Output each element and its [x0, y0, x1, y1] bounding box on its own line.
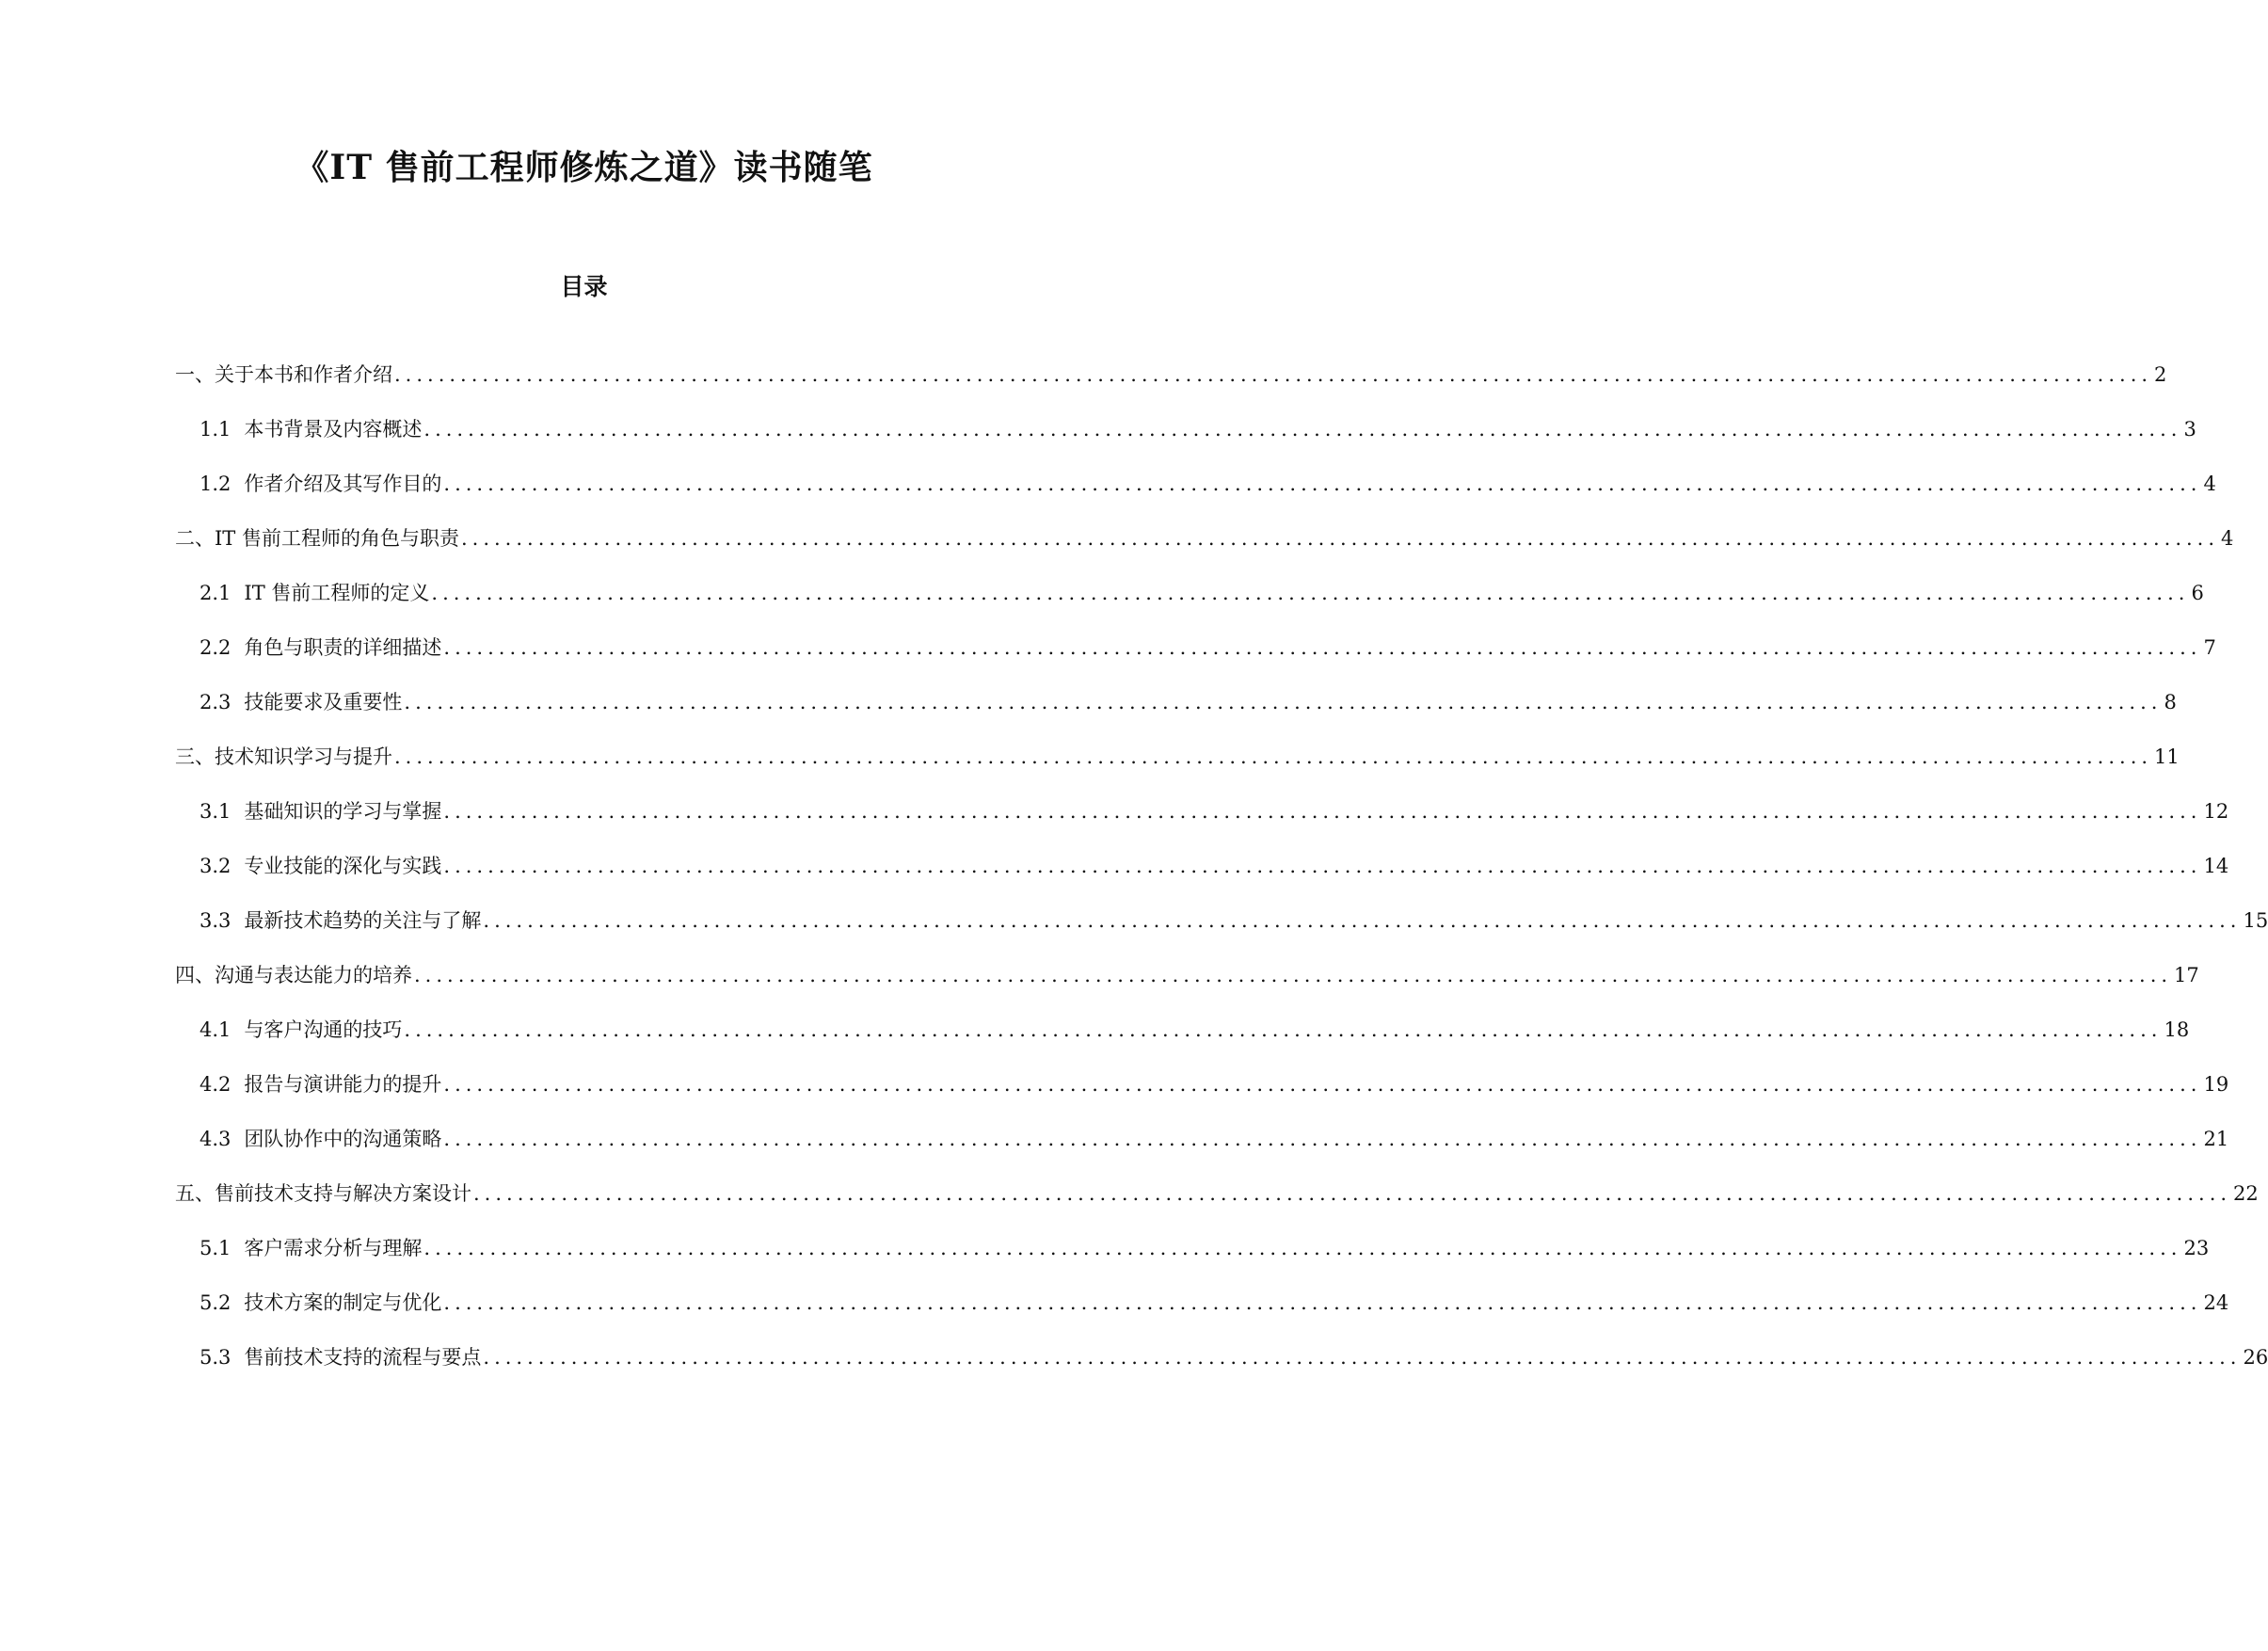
toc-dot-leader: ................................................................................................................................................................ [443, 1128, 2202, 1150]
toc-entry-title: 与客户沟通的技巧 [244, 1018, 403, 1041]
toc-page-number: 26 [2243, 1346, 2268, 1369]
toc-dot-leader: ................................................................................................................................................................ [443, 636, 2202, 659]
toc-entry-title: 一、关于本书和作者介绍 [175, 363, 392, 386]
toc-entry-number: 4.1 [200, 1018, 232, 1041]
toc-section-entry[interactable] [200, 687, 2177, 715]
document-title: 《IT 售前工程师修炼之道》读书随笔 [295, 148, 873, 187]
toc-section-entry[interactable] [200, 906, 2268, 934]
toc-entry-number: 2.1 [200, 582, 232, 604]
toc-entry-number: 1.1 [200, 418, 232, 441]
toc-entry-title: 五、售前技术支持与解决方案设计 [175, 1182, 471, 1205]
toc-chapter-entry[interactable] [175, 360, 2167, 388]
toc-page-number: 7 [2203, 636, 2216, 659]
toc-page-number: 18 [2164, 1018, 2190, 1041]
toc-dot-leader: ................................................................................................................................................................ [483, 909, 2242, 932]
toc-entry-title: 技能要求及重要性 [244, 691, 403, 713]
toc-page-number: 3 [2183, 418, 2196, 441]
toc-page-number: 23 [2183, 1237, 2210, 1259]
toc-entry-number: 5.3 [200, 1346, 232, 1369]
toc-section-entry[interactable] [200, 796, 2229, 825]
toc-section-entry[interactable] [200, 1015, 2190, 1043]
toc-entry-title: 团队协作中的沟通策略 [244, 1128, 442, 1150]
toc-entry-title: 报告与演讲能力的提升 [244, 1073, 442, 1096]
toc-heading: 目录 [560, 273, 608, 300]
toc-page-number: 11 [2154, 745, 2180, 768]
toc-dot-leader: ................................................................................................................................................................ [443, 1291, 2202, 1314]
toc-section-entry[interactable] [200, 1233, 2210, 1261]
toc-dot-leader: ................................................................................................................................................................ [404, 691, 2163, 713]
toc-section-entry[interactable] [200, 851, 2229, 879]
toc-entry-title: 技术方案的制定与优化 [244, 1291, 442, 1314]
toc-dot-leader: ................................................................................................................................................................ [443, 1073, 2202, 1096]
toc-entry-number: 2.3 [200, 691, 232, 713]
toc-section-entry[interactable] [200, 1124, 2229, 1152]
toc-dot-leader: ................................................................................................................................................................ [404, 1018, 2163, 1041]
toc-dot-leader: ................................................................................................................................................................ [431, 582, 2190, 604]
toc-section-entry[interactable] [200, 633, 2216, 661]
toc-dot-leader: ................................................................................................................................................................ [394, 363, 2153, 386]
toc-entry-title: 专业技能的深化与实践 [244, 855, 442, 877]
toc-entry-number: 3.1 [200, 800, 232, 823]
toc-entry-title: 最新技术趋势的关注与了解 [244, 909, 482, 932]
toc-section-entry[interactable] [200, 1288, 2229, 1316]
toc-section-entry[interactable] [200, 414, 2196, 442]
toc-dot-leader: ................................................................................................................................................................ [423, 418, 2182, 441]
toc-entry-number: 4.3 [200, 1128, 232, 1150]
toc-dot-leader: ................................................................................................................................................................ [394, 745, 2153, 768]
toc-dot-leader: ................................................................................................................................................................ [443, 800, 2202, 823]
toc-entry-number: 3.2 [200, 855, 232, 877]
toc-entry-number: 3.3 [200, 909, 232, 932]
toc-dot-leader: ................................................................................................................................................................ [473, 1182, 2232, 1205]
toc-dot-leader: ................................................................................................................................................................ [460, 527, 2220, 550]
toc-page-number: 21 [2203, 1128, 2229, 1150]
toc-chapter-entry[interactable] [175, 1178, 2259, 1207]
toc-entry-title: 基础知识的学习与掌握 [244, 800, 442, 823]
toc-page-number: 12 [2203, 800, 2229, 823]
toc-entry-title: 作者介绍及其写作目的 [244, 473, 442, 495]
toc-dot-leader: ................................................................................................................................................................ [443, 473, 2202, 495]
toc-entry-title: 本书背景及内容概述 [244, 418, 423, 441]
toc-dot-leader: ................................................................................................................................................................ [443, 855, 2202, 877]
toc-entry-title: 客户需求分析与理解 [244, 1237, 423, 1259]
toc-page-number: 24 [2203, 1291, 2229, 1314]
toc-chapter-entry[interactable] [175, 742, 2180, 770]
toc-dot-leader: ................................................................................................................................................................ [414, 964, 2173, 986]
toc-dot-leader: ................................................................................................................................................................ [423, 1237, 2182, 1259]
toc-chapter-entry[interactable] [175, 523, 2234, 552]
toc-page-number: 14 [2203, 855, 2229, 877]
toc-section-entry[interactable] [200, 1342, 2268, 1370]
toc-section-entry[interactable] [200, 469, 2216, 497]
toc-page-number: 4 [2203, 473, 2216, 495]
toc-entry-title: 二、IT 售前工程师的角色与职责 [175, 527, 459, 550]
toc-entry-title: 四、沟通与表达能力的培养 [175, 964, 412, 986]
toc-entry-title: 角色与职责的详细描述 [244, 636, 442, 659]
toc-chapter-entry[interactable] [175, 960, 2199, 988]
toc-page-number: 15 [2243, 909, 2268, 932]
toc-entry-number: 2.2 [200, 636, 232, 659]
toc-section-entry[interactable] [200, 1069, 2229, 1098]
toc-entry-title: IT 售前工程师的定义 [244, 582, 430, 604]
toc-entry-number: 5.1 [200, 1237, 232, 1259]
toc-page-number: 8 [2164, 691, 2177, 713]
toc-page-number: 2 [2154, 363, 2167, 386]
toc-page-number: 22 [2233, 1182, 2259, 1205]
toc-entry-number: 4.2 [200, 1073, 232, 1096]
toc-entry-title: 三、技术知识学习与提升 [175, 745, 392, 768]
toc-page-number: 17 [2174, 964, 2199, 986]
toc-page-number: 19 [2203, 1073, 2229, 1096]
toc-section-entry[interactable] [200, 578, 2204, 606]
toc-entry-number: 5.2 [200, 1291, 232, 1314]
toc-dot-leader: ................................................................................................................................................................ [483, 1346, 2242, 1369]
toc-page-number: 6 [2191, 582, 2204, 604]
toc-entry-title: 售前技术支持的流程与要点 [244, 1346, 482, 1369]
toc-page-number: 4 [2221, 527, 2234, 550]
toc-entry-number: 1.2 [200, 473, 232, 495]
